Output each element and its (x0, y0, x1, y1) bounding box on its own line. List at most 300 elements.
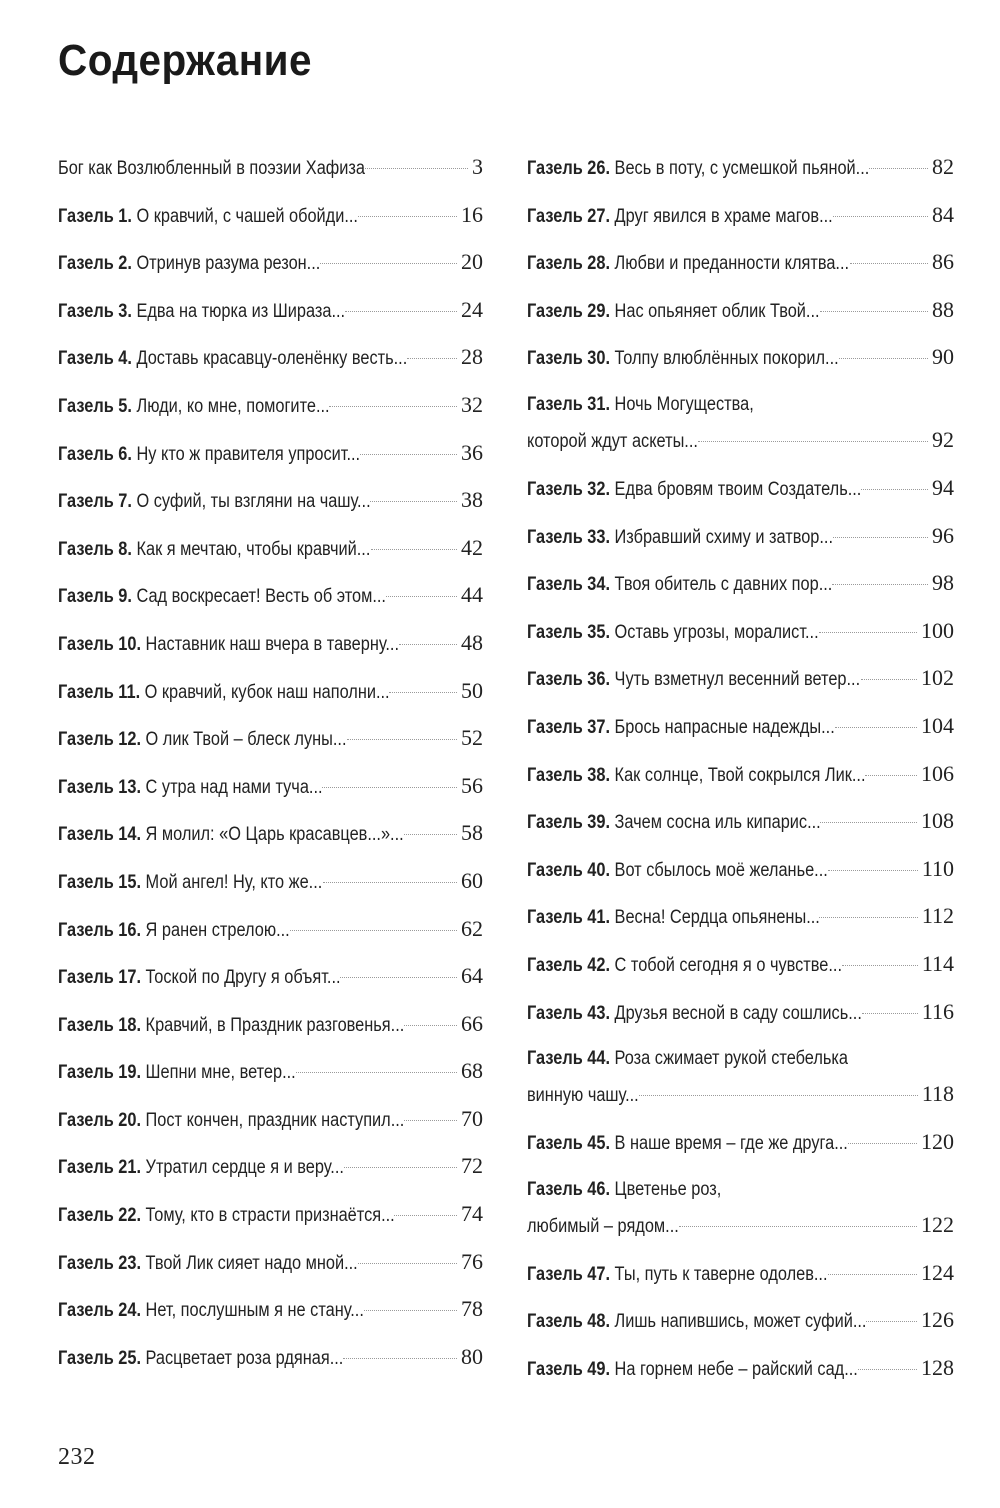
toc-entry-line (527, 423, 954, 459)
entry-title: Кравчий, в Праздник разговенья... (145, 1014, 405, 1036)
dot-leader (679, 1226, 917, 1227)
gazel-label: Газель 30. (527, 348, 611, 370)
toc-page-number: 16 (461, 201, 483, 227)
dot-leader (835, 727, 917, 728)
entry-title: Как я мечтаю, чтобы кравчий... (136, 538, 371, 560)
gazel-label: Газель 5. (58, 395, 132, 417)
dot-leader (296, 1072, 457, 1073)
gazel-label: Газель 26. (527, 158, 611, 179)
toc-entry-text (527, 711, 835, 745)
toc-entry (58, 198, 483, 246)
dot-leader (360, 454, 457, 455)
gazel-label: Газель 36. (527, 669, 611, 691)
dot-leader (364, 1310, 457, 1311)
dot-leader (861, 679, 917, 680)
entry-title: Вот сбылось моё желанье... (614, 859, 828, 881)
toc-page-number: 86 (932, 249, 954, 275)
entry-title: О суфий, ты взгляни на чашу... (136, 491, 371, 513)
dot-leader (358, 216, 457, 217)
toc-page-number: 24 (461, 296, 483, 322)
dot-leader (820, 822, 917, 823)
entry-title: Роза сжимает рукой стебелька (614, 1048, 848, 1070)
toc-entry-text (527, 247, 849, 281)
toc-page-number: 20 (461, 249, 483, 275)
entry-title: Избравший схиму и затвор... (614, 526, 833, 548)
toc-entry-text (527, 200, 833, 234)
dot-leader (394, 1215, 457, 1216)
toc-entry (527, 150, 954, 198)
gazel-label: Газель 11. (58, 681, 141, 703)
dot-leader (290, 930, 457, 931)
gazel-label: Газель 32. (527, 478, 611, 500)
toc-entry-line (527, 709, 954, 745)
toc-entry-text (58, 390, 330, 424)
toc-entry (58, 245, 483, 293)
toc-entry-text (527, 997, 862, 1031)
toc-page-number: 118 (921, 1081, 954, 1107)
toc-page-number: 100 (921, 617, 954, 643)
toc-page-number: 62 (461, 915, 483, 941)
gazel-label: Газель 17. (58, 967, 142, 989)
toc-entry-text (58, 818, 404, 852)
toc-page-number: 66 (461, 1010, 483, 1036)
toc-entry (527, 852, 954, 900)
gazel-label: Газель 28. (527, 253, 611, 275)
toc-entry (527, 1256, 954, 1304)
toc-page-number: 124 (921, 1259, 954, 1285)
entry-title: Тоской по Другу я объят... (145, 967, 341, 989)
toc-left-column (58, 150, 483, 1387)
gazel-label: Газель 14. (58, 824, 142, 846)
toc-entry-line (58, 1245, 483, 1281)
dot-leader (358, 1263, 457, 1264)
entry-title: Зачем сосна иль кипарис... (614, 812, 821, 834)
toc-entry-line (58, 1149, 483, 1185)
entry-title: Я ранен стрелою... (145, 919, 290, 941)
toc-page-number: 94 (932, 474, 954, 500)
page-title: Содержание (58, 36, 312, 85)
toc-page-number: 84 (932, 201, 954, 227)
toc-page-number: 48 (461, 629, 483, 655)
toc-entry (58, 150, 483, 198)
dot-leader (389, 692, 457, 693)
entry-title: Чуть взметнул весенний ветер... (614, 669, 861, 691)
toc-entry (58, 1245, 483, 1293)
toc-entry (527, 899, 954, 947)
toc-page-number: 52 (461, 725, 483, 751)
toc-entry-line (58, 1054, 483, 1090)
toc-page-number: 80 (461, 1343, 483, 1369)
toc-entry (58, 531, 483, 579)
toc-page-number: 28 (461, 344, 483, 370)
toc-entry-line (527, 947, 954, 983)
dot-leader (865, 775, 917, 776)
dot-leader (839, 358, 928, 359)
entry-title: Друг явился в храме магов... (614, 205, 833, 227)
toc-entry-line (58, 483, 483, 519)
gazel-label: Газель 3. (58, 300, 132, 322)
toc-page-number: 90 (932, 344, 954, 370)
toc-entry (58, 436, 483, 484)
dot-leader (404, 1120, 457, 1121)
toc-entry (58, 1149, 483, 1197)
toc-entry-line (527, 340, 954, 376)
toc-entry (527, 245, 954, 293)
entry-title: На горнем небе – райский сад... (614, 1358, 858, 1380)
toc-entry-text (58, 152, 365, 186)
toc-entry-line (58, 531, 483, 567)
gazel-label: Газель 8. (58, 538, 132, 560)
toc-page-number: 106 (921, 760, 954, 786)
toc-entry-line (58, 1292, 483, 1328)
gazel-label: Газель 29. (527, 300, 611, 322)
toc-entry (527, 709, 954, 757)
entry-title: Ночь Могущества, (614, 393, 754, 415)
entry-title: Я молил: «О Царь красавцев...»... (145, 824, 404, 846)
toc-page-number: 38 (461, 487, 483, 513)
toc-entry-text (527, 1210, 679, 1244)
entry-title: которой ждут аскеты... (527, 430, 698, 452)
toc-entry-line (527, 245, 954, 281)
entry-title: Цветенье роз, (614, 1178, 722, 1200)
toc-entry-text (58, 914, 290, 948)
toc-entry-text (527, 1079, 639, 1113)
toc-entry (58, 483, 483, 531)
toc-entry (58, 864, 483, 912)
toc-entry (527, 1042, 954, 1125)
gazel-label: Газель 6. (58, 443, 132, 465)
entry-title: С тобой сегодня я о чувстве... (614, 954, 842, 976)
toc-entry-line (527, 1125, 954, 1161)
entry-title: Нет, послушным я не стану... (145, 1300, 364, 1322)
dot-leader (371, 549, 457, 550)
toc-entry-line (58, 1340, 483, 1376)
toc-entry (58, 674, 483, 722)
dot-leader (820, 311, 928, 312)
toc-entry-text (58, 1342, 343, 1376)
toc-page-number: 92 (932, 426, 954, 452)
gazel-label: Газель 44. (527, 1048, 611, 1070)
toc-entry (527, 661, 954, 709)
toc-entry-line (527, 1208, 954, 1244)
toc-page-number: 76 (461, 1248, 483, 1274)
toc-entry-line (58, 769, 483, 805)
gazel-label: Газель 22. (58, 1205, 142, 1227)
toc-entry-text (527, 949, 842, 983)
toc-entry-text (527, 1258, 828, 1292)
toc-entry-line (527, 852, 954, 888)
toc-entry-line (58, 150, 483, 186)
dot-leader (869, 168, 928, 169)
toc-entry-line (527, 519, 954, 555)
toc-entry-line (527, 1256, 954, 1292)
toc-entry-text (527, 473, 861, 507)
toc-entry-text (58, 342, 407, 376)
toc-entry-line (527, 661, 954, 697)
toc-entry-line (58, 864, 483, 900)
toc-page-number: 126 (921, 1307, 954, 1333)
toc-entry-text (58, 961, 341, 995)
toc-entry (527, 804, 954, 852)
toc-entry (58, 769, 483, 817)
toc-entry-text (58, 1151, 344, 1185)
dot-leader (866, 1321, 917, 1322)
toc-entry (58, 816, 483, 864)
gazel-label: Газель 9. (58, 586, 132, 608)
entry-title: винную чашу... (527, 1085, 639, 1107)
entry-title: Доставь красавцу-оленёнку весть... (136, 348, 408, 370)
toc-entry (527, 1303, 954, 1351)
gazel-label: Газель 41. (527, 907, 611, 929)
toc-entry-text (527, 425, 698, 459)
entry-title: Расцветает роза рдяная... (145, 1347, 344, 1369)
dot-leader (344, 1167, 457, 1168)
toc-entry (58, 959, 483, 1007)
toc-page-number: 3 (472, 154, 483, 179)
gazel-label: Газель 35. (527, 621, 611, 643)
gazel-label: Газель 16. (58, 919, 142, 941)
dot-leader (832, 584, 928, 585)
gazel-label: Газель 23. (58, 1252, 142, 1274)
toc-entry-text (58, 1294, 364, 1328)
toc-entry-line (58, 436, 483, 472)
toc-page-number: 78 (461, 1296, 483, 1322)
dot-leader (323, 882, 457, 883)
toc-entry-line (58, 293, 483, 329)
toc-entry-text (527, 295, 820, 329)
toc-entry-line (527, 471, 954, 507)
gazel-label: Газель 21. (58, 1157, 142, 1179)
toc-entry-line (58, 674, 483, 710)
entry-title: Люди, ко мне, помогите... (136, 395, 330, 417)
dot-leader (858, 1369, 917, 1370)
gazel-label: Газель 33. (527, 526, 611, 548)
entry-title: Шепни мне, ветер... (145, 1062, 296, 1084)
entry-title: Наставник наш вчера в таверну... (145, 633, 400, 655)
gazel-label: Газель 39. (527, 812, 611, 834)
gazel-label: Газель 10. (58, 633, 142, 655)
toc-entry (527, 995, 954, 1043)
entry-title: Бог как Возлюбленный в поэзии Хафиза (58, 158, 365, 179)
dot-leader (322, 787, 457, 788)
toc-page-number: 88 (932, 296, 954, 322)
dot-leader (698, 441, 928, 442)
dot-leader (343, 1358, 457, 1359)
toc-page-number: 42 (461, 534, 483, 560)
toc-page-number: 60 (461, 867, 483, 893)
dot-leader (833, 216, 928, 217)
toc-entry-text (527, 1353, 858, 1387)
toc-page-number: 98 (932, 570, 954, 596)
dot-leader (399, 644, 457, 645)
toc-entry (527, 519, 954, 567)
toc-entry-line (58, 245, 483, 281)
entry-title: Мой ангел! Ну, кто же... (145, 871, 323, 893)
toc-page-number: 104 (921, 712, 954, 738)
toc-entry-line (527, 566, 954, 602)
toc-entry-text (58, 1199, 395, 1233)
entry-title: О кравчий, кубок наш наполни... (144, 681, 390, 703)
toc-entry (527, 566, 954, 614)
toc-entry (58, 1197, 483, 1245)
toc-entry-text (527, 1305, 866, 1339)
toc-entry-text (527, 568, 832, 602)
toc-entry (527, 340, 954, 388)
gazel-label: Газель 46. (527, 1178, 611, 1200)
entry-title: О кравчий, с чашей обойди... (136, 205, 358, 227)
entry-title: О лик Твой – блеск луны... (145, 729, 347, 751)
gazel-label: Газель 42. (527, 954, 611, 976)
entry-title: Нас опьяняет облик Твой... (614, 300, 820, 322)
toc-entry-text (527, 616, 819, 650)
entry-title: любимый – рядом... (527, 1215, 679, 1237)
toc-entry-text (58, 438, 360, 472)
toc-page-number: 74 (461, 1201, 483, 1227)
gazel-label: Газель 34. (527, 574, 611, 596)
dot-leader (828, 1274, 917, 1275)
toc-entry-text (58, 295, 345, 329)
toc-entry-text (58, 1104, 404, 1138)
toc-page-number: 120 (921, 1129, 954, 1155)
toc-entry (527, 388, 954, 471)
toc-page-number: 56 (461, 772, 483, 798)
dot-leader (407, 358, 457, 359)
toc-entry-text (527, 663, 860, 697)
entry-title: Лишь напившись, может суфий... (614, 1311, 867, 1333)
gazel-label: Газель 49. (527, 1358, 611, 1380)
toc-entry-text (527, 388, 754, 422)
toc-entry-text (58, 676, 390, 710)
toc-entry (527, 471, 954, 519)
toc-page-number: 96 (932, 522, 954, 548)
dot-leader (320, 263, 457, 264)
toc-entry (527, 614, 954, 662)
toc-entry-line (527, 388, 954, 423)
dot-leader (347, 739, 457, 740)
gazel-label: Газель 24. (58, 1300, 142, 1322)
entry-title: Друзья весной в саду сошлись... (614, 1002, 862, 1024)
entry-title: Как солнце, Твой сокрылся Лик... (614, 764, 866, 786)
toc-entry-line (58, 626, 483, 662)
toc-entry-line (527, 1077, 954, 1113)
entry-title: Едва бровям твоим Создатель... (614, 478, 862, 500)
toc-entry-text (527, 901, 820, 935)
toc-entry-line (527, 804, 954, 840)
dot-leader (370, 501, 457, 502)
gazel-label: Газель 7. (58, 491, 132, 513)
toc-entry-line (58, 721, 483, 757)
toc-entry-line (527, 198, 954, 234)
toc-entry-text (527, 342, 839, 376)
gazel-label: Газель 19. (58, 1062, 142, 1084)
entry-title: С утра над нами туча... (145, 776, 323, 798)
gazel-label: Газель 18. (58, 1014, 142, 1036)
dot-leader (862, 1013, 918, 1014)
toc-entry-text (527, 854, 828, 888)
toc-page-number: 114 (921, 950, 954, 976)
dot-leader (819, 917, 917, 918)
toc-entry-text (527, 806, 821, 840)
dot-leader (842, 965, 918, 966)
toc-entry (527, 757, 954, 805)
toc-entry-text (58, 866, 322, 900)
toc-entry-text (58, 485, 371, 519)
dot-leader (833, 537, 928, 538)
entry-title: Ты, путь к таверне одолев... (614, 1263, 828, 1285)
toc-entry-line (527, 293, 954, 329)
toc-entry (58, 1054, 483, 1102)
dot-leader (365, 168, 468, 169)
toc-entry (527, 1125, 954, 1173)
toc-entry-text (58, 247, 320, 281)
dot-leader (819, 632, 917, 633)
toc-entry (527, 1173, 954, 1256)
gazel-label: Газель 2. (58, 253, 132, 275)
entry-title: Твой Лик сияет надо мной... (145, 1252, 358, 1274)
gazel-label: Газель 43. (527, 1002, 611, 1024)
toc-entry (527, 1351, 954, 1399)
toc-entry (58, 1292, 483, 1340)
toc-entry-line (527, 614, 954, 650)
dot-leader (404, 834, 457, 835)
toc-page-number: 50 (461, 677, 483, 703)
entry-title: Весна! Сердца опьянены... (614, 907, 820, 929)
gazel-label: Газель 4. (58, 348, 132, 370)
toc-entry-text (58, 533, 370, 567)
toc-entry (58, 388, 483, 436)
toc-entry-line (527, 150, 954, 186)
toc-entry-line (58, 959, 483, 995)
entry-title: Отринув разума резон... (136, 253, 321, 275)
gazel-label: Газель 37. (527, 716, 611, 738)
dot-leader (861, 489, 928, 490)
toc-page-number: 116 (921, 998, 954, 1024)
dot-leader (340, 977, 457, 978)
toc-entry (58, 912, 483, 960)
toc-page-number: 64 (461, 963, 483, 989)
entry-title: Толпу влюблённых покорил... (614, 348, 839, 370)
toc-entry (58, 626, 483, 674)
entry-title: Утратил сердце я и веру... (145, 1157, 344, 1179)
gazel-label: Газель 13. (58, 776, 142, 798)
toc-page-number: 82 (932, 154, 954, 179)
toc-entry (58, 293, 483, 341)
entry-title: Твоя обитель с давних пор... (614, 574, 833, 596)
toc-entry-line (527, 899, 954, 935)
toc-entry-line (527, 1351, 954, 1387)
toc-entry-text (527, 152, 869, 186)
toc-page-number: 70 (461, 1105, 483, 1131)
gazel-label: Газель 45. (527, 1133, 611, 1155)
toc-entry-line (58, 1197, 483, 1233)
toc-entry-line (58, 1007, 483, 1043)
toc-entry-text (58, 200, 358, 234)
toc-page-number: 32 (461, 391, 483, 417)
toc-entry (58, 721, 483, 769)
toc-entry (58, 340, 483, 388)
gazel-label: Газель 20. (58, 1109, 142, 1131)
gazel-label: Газель 27. (527, 205, 611, 227)
toc-entry-text (58, 1056, 296, 1090)
toc-entry-text (58, 1009, 404, 1043)
toc-entry-text (527, 1127, 848, 1161)
entry-title: Весь в поту, с усмешкой пьяной... (614, 158, 870, 179)
toc-page-number: 102 (921, 665, 954, 691)
toc-entry (58, 1340, 483, 1388)
toc-entry (527, 947, 954, 995)
gazel-label: Газель 25. (58, 1347, 142, 1369)
toc-entry-text (527, 759, 865, 793)
